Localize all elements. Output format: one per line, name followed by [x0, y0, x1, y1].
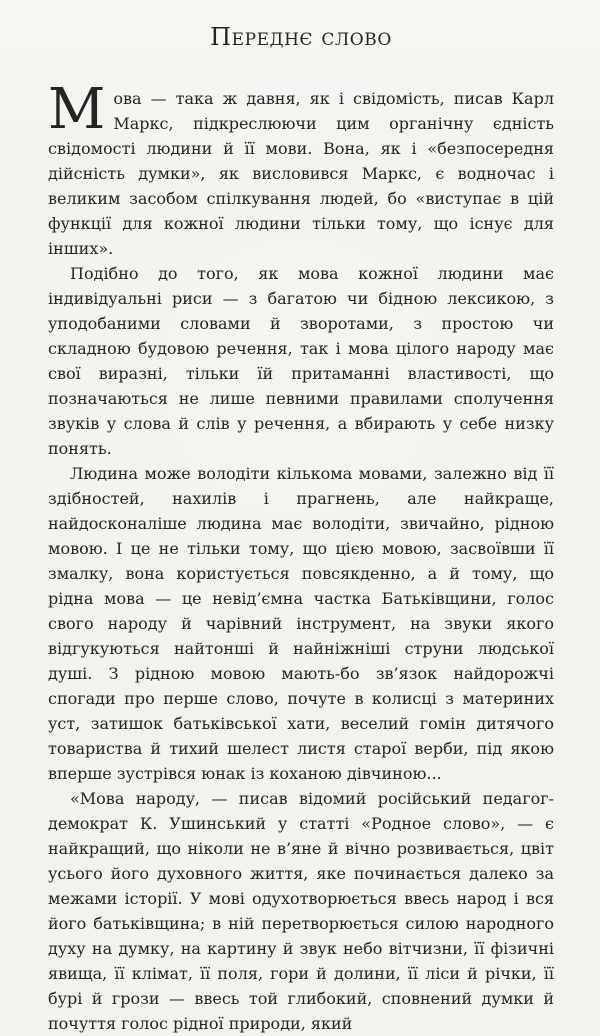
paragraph-2: Подібно до того, як мова кожної людини має індивідуальні риси — з багатою чи бідною лексикою, з уподобаними словами й зворотами, з простою чи складною будовою речення, так і мова цілого народу має свої виразні, тільки їй притаманні властивості, що позначаються не лише певними правилами сполучення звуків у слова й слів у речення, а вбирають у себе низку понять.	[48, 263, 554, 458]
page-title: Переднє слово	[210, 23, 392, 51]
text-body	[48, 76, 554, 1036]
paragraph-3: Людина може володіти кількома мовами, залежно від її здібностей, нахилів і прагнень, але найкраще, найдосконаліше людина має володіти, звичайно, рідною мовою. І це не тільки тому, що цією мовою, засвоївши її змалку, вона користується повсякденно, а й тому, що рідна мова — це невід’ємна частка Батьківщини, голос свого народу й чарівний інструмент, на звуки якого відгукуються найтонші й найніжніші струни людської душі. З рідною мовою мають-бо зв’язок найдорожчі спогади про перше слово, почуте в колисці з материних уст, затишок батьківської хати, веселий гомін дитячого товариства й тихий шелест листя старої верби, під якою вперше зустрівся юнак із коханою дівчиною...	[48, 463, 554, 783]
paragraph-1	[48, 76, 554, 261]
drop-cap-letter: М	[48, 76, 106, 142]
paragraph-4: «Мова народу, — писав відомий російський педагог-демократ К. Ушинський у статті «Родное слово», — є найкращий, що ніколи не в’яне й вічно розвивається, цвіт усього його духовного життя, яке починається далеко за межами історії. У мові одухотворюється ввесь народ і вся його батьківщина; в ній перетворюється силою народного духу на думку, на картину й звук небо вітчизни, її фізичні явища, її клімат, її поля, гори й долини, її ліси й річки, її бурі й грози — ввесь той глибокий, сповнений думки й почуття голос рідної природи, який	[48, 788, 554, 1033]
paragraph-1-text: ова — така ж давня, як і свідомість, писав Карл Маркс, підкреслюючи цим органічну єдність свідомості людини й її мови. Вона, як і «безпосередня дійсність думки», як висловився Маркс, є водночас і великим засобом спілкування людей, бо «виступає в цій функції для кожної людини тільки тому, що існує для інших».	[48, 88, 554, 258]
